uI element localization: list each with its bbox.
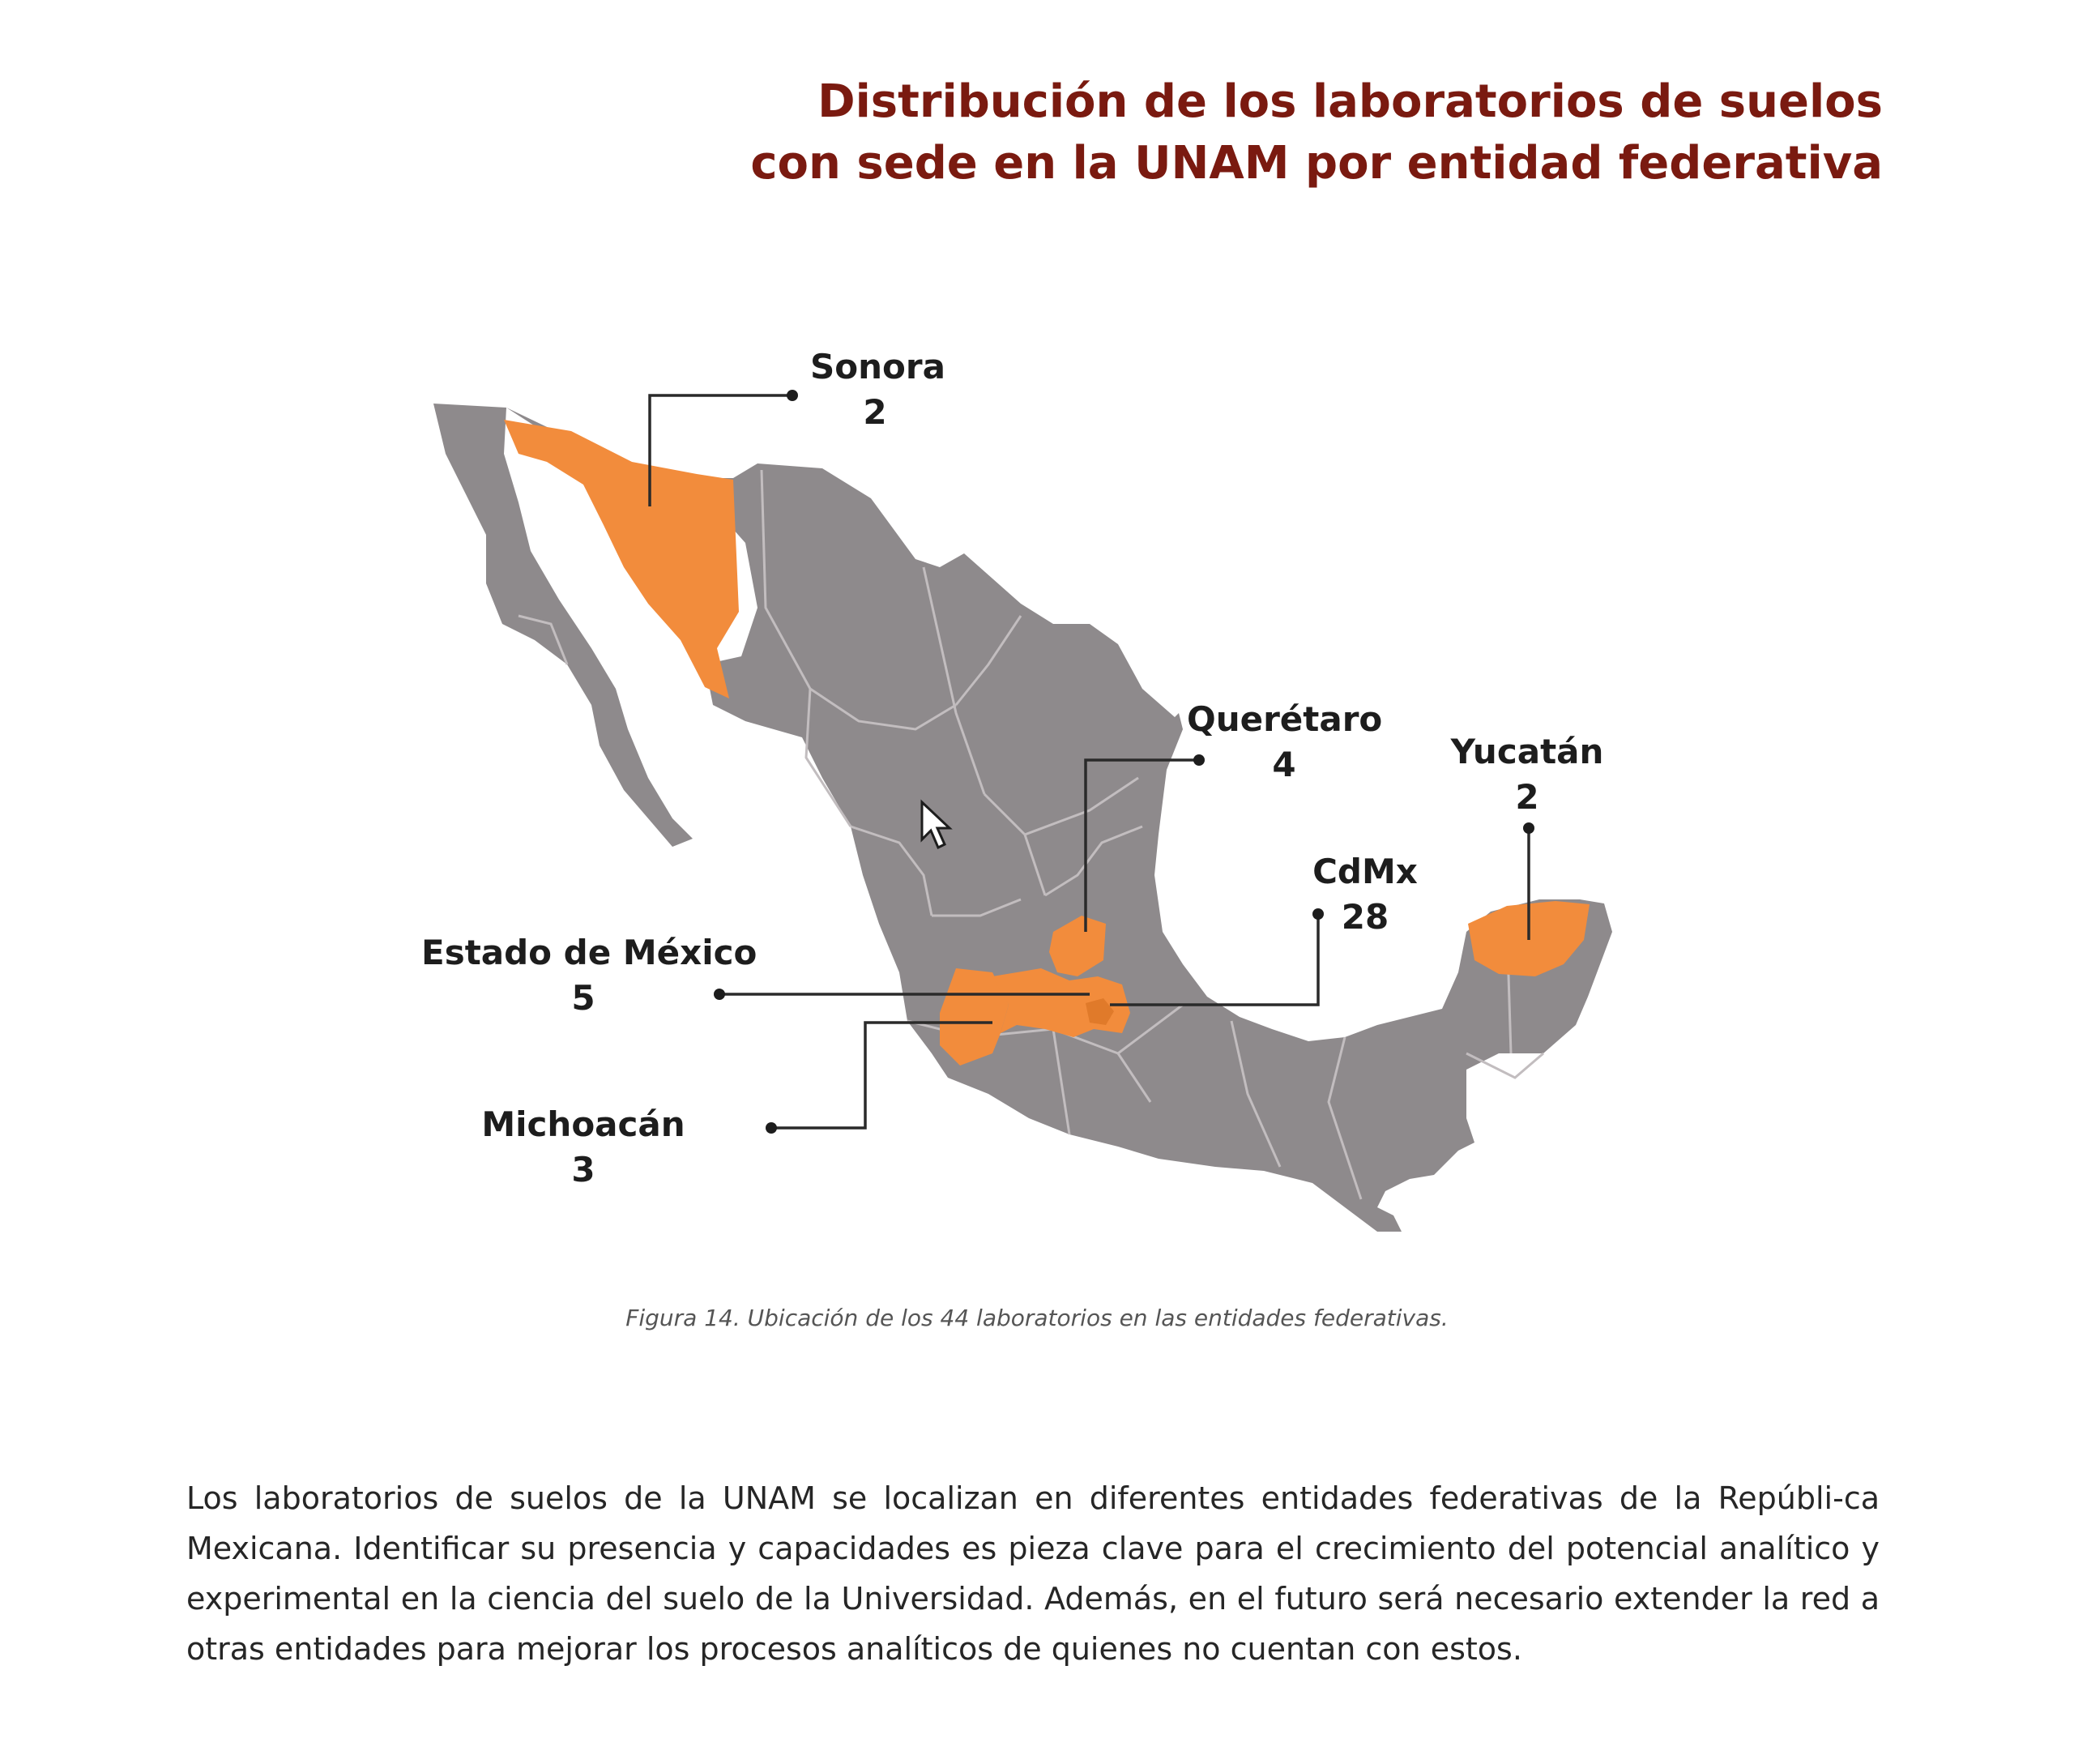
title-line-1: Distribución de los laboratorios de suelos	[817, 75, 1883, 128]
label-queretaro-name: Querétaro	[1187, 699, 1383, 739]
label-cdmx	[1304, 849, 1426, 940]
label-edomex-count: 5	[571, 978, 595, 1018]
title-line-2: con sede en la UNAM por entidad federativa	[750, 137, 1883, 190]
label-michoacan-count: 3	[571, 1150, 595, 1190]
label-edomex-name: Estado de México	[421, 933, 757, 972]
label-edomex	[421, 930, 757, 1021]
label-sonora-name: Sonora	[810, 347, 945, 387]
label-queretaro	[1187, 697, 1381, 788]
label-cdmx-count: 28	[1341, 897, 1389, 937]
label-yucatan-name: Yucatán	[1450, 732, 1604, 771]
label-sonora-count: 2	[863, 392, 887, 432]
label-yucatan-count: 2	[1515, 777, 1539, 817]
label-queretaro-count: 4	[1272, 745, 1296, 784]
label-michoacan-name: Michoacán	[481, 1104, 685, 1144]
figure-caption: Figura 14. Ubicación de los 44 laboratorios en las entidades federativas.	[625, 1305, 1449, 1331]
label-michoacan	[478, 1102, 689, 1193]
body-paragraph: Los laboratorios de suelos de la UNAM se localizan en diferentes entidades federativas de la Repúbli-ca Mexicana. Identificar su presencia y capacidades es pieza clave para el crecimiento del potencial analítico y experimental en la ciencia del suelo de la Universidad. Además, en el futuro será necesario extender la red a otras entidades para mejorar los procesos analíticos de quienes no cuentan con estos.	[186, 1480, 1880, 1667]
state-sonora	[504, 420, 739, 698]
label-yucatan	[1446, 729, 1608, 820]
label-cdmx-name: CdMx	[1312, 852, 1418, 891]
label-sonora	[810, 344, 945, 435]
